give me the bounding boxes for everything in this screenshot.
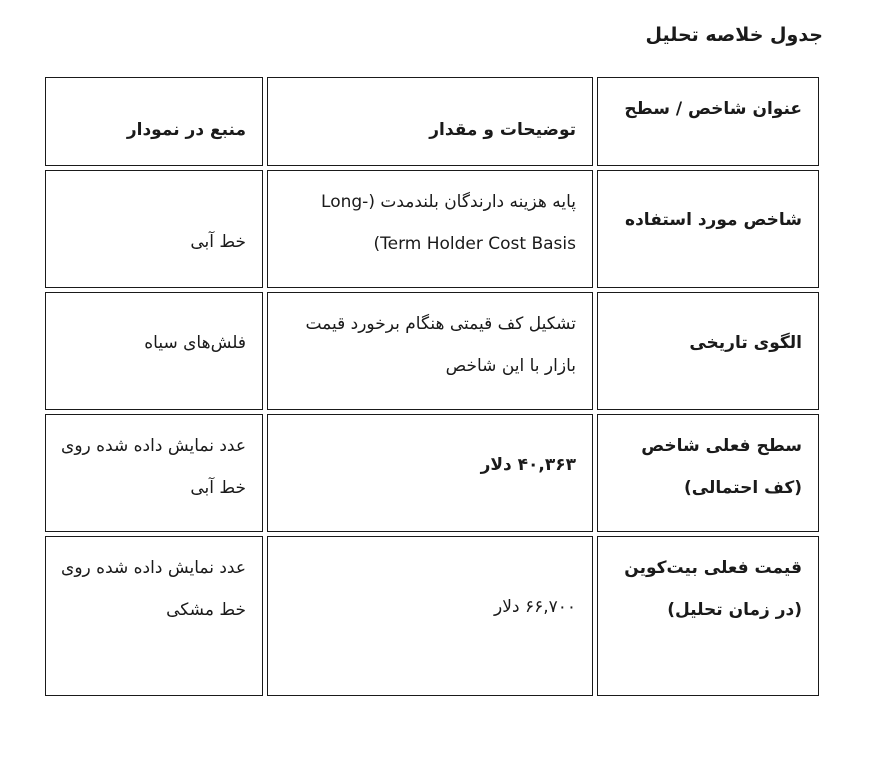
cell-description: ۶۶,۷۰۰ دلار [267, 536, 593, 696]
table-row [45, 292, 819, 410]
cell-metric: قیمت فعلی بیت‌کوین (در زمان تحلیل) [597, 536, 819, 696]
table-row [45, 414, 819, 532]
header-source: منبع در نمودار [45, 77, 263, 166]
cell-metric: سطح فعلی شاخص (کف احتمالی) [597, 414, 819, 532]
cell-source: فلش‌های سیاه [45, 292, 263, 410]
cell-description: ۴۰,۳۶۳ دلار [267, 414, 593, 532]
header-metric: عنوان شاخص / سطح [597, 77, 819, 166]
cell-metric: شاخص مورد استفاده [597, 170, 819, 288]
header-description: توضیحات و مقدار [267, 77, 593, 166]
table-row [45, 536, 819, 696]
cell-description: پایه هزینه دارندگان بلندمدت (Long-Term Holder Cost Basis) [267, 170, 593, 288]
page-title: جدول خلاصه تحلیل [645, 24, 823, 46]
table-row [45, 170, 819, 288]
analysis-summary-table [41, 73, 823, 700]
cell-metric: الگوی تاریخی [597, 292, 819, 410]
cell-source: خط آبی [45, 170, 263, 288]
cell-source: عدد نمایش داده شده روی خط مشکی [45, 536, 263, 696]
table-header-row [45, 77, 819, 166]
cell-source: عدد نمایش داده شده روی خط آبی [45, 414, 263, 532]
cell-description: تشکیل کف قیمتی هنگام برخورد قیمت بازار با این شاخص [267, 292, 593, 410]
